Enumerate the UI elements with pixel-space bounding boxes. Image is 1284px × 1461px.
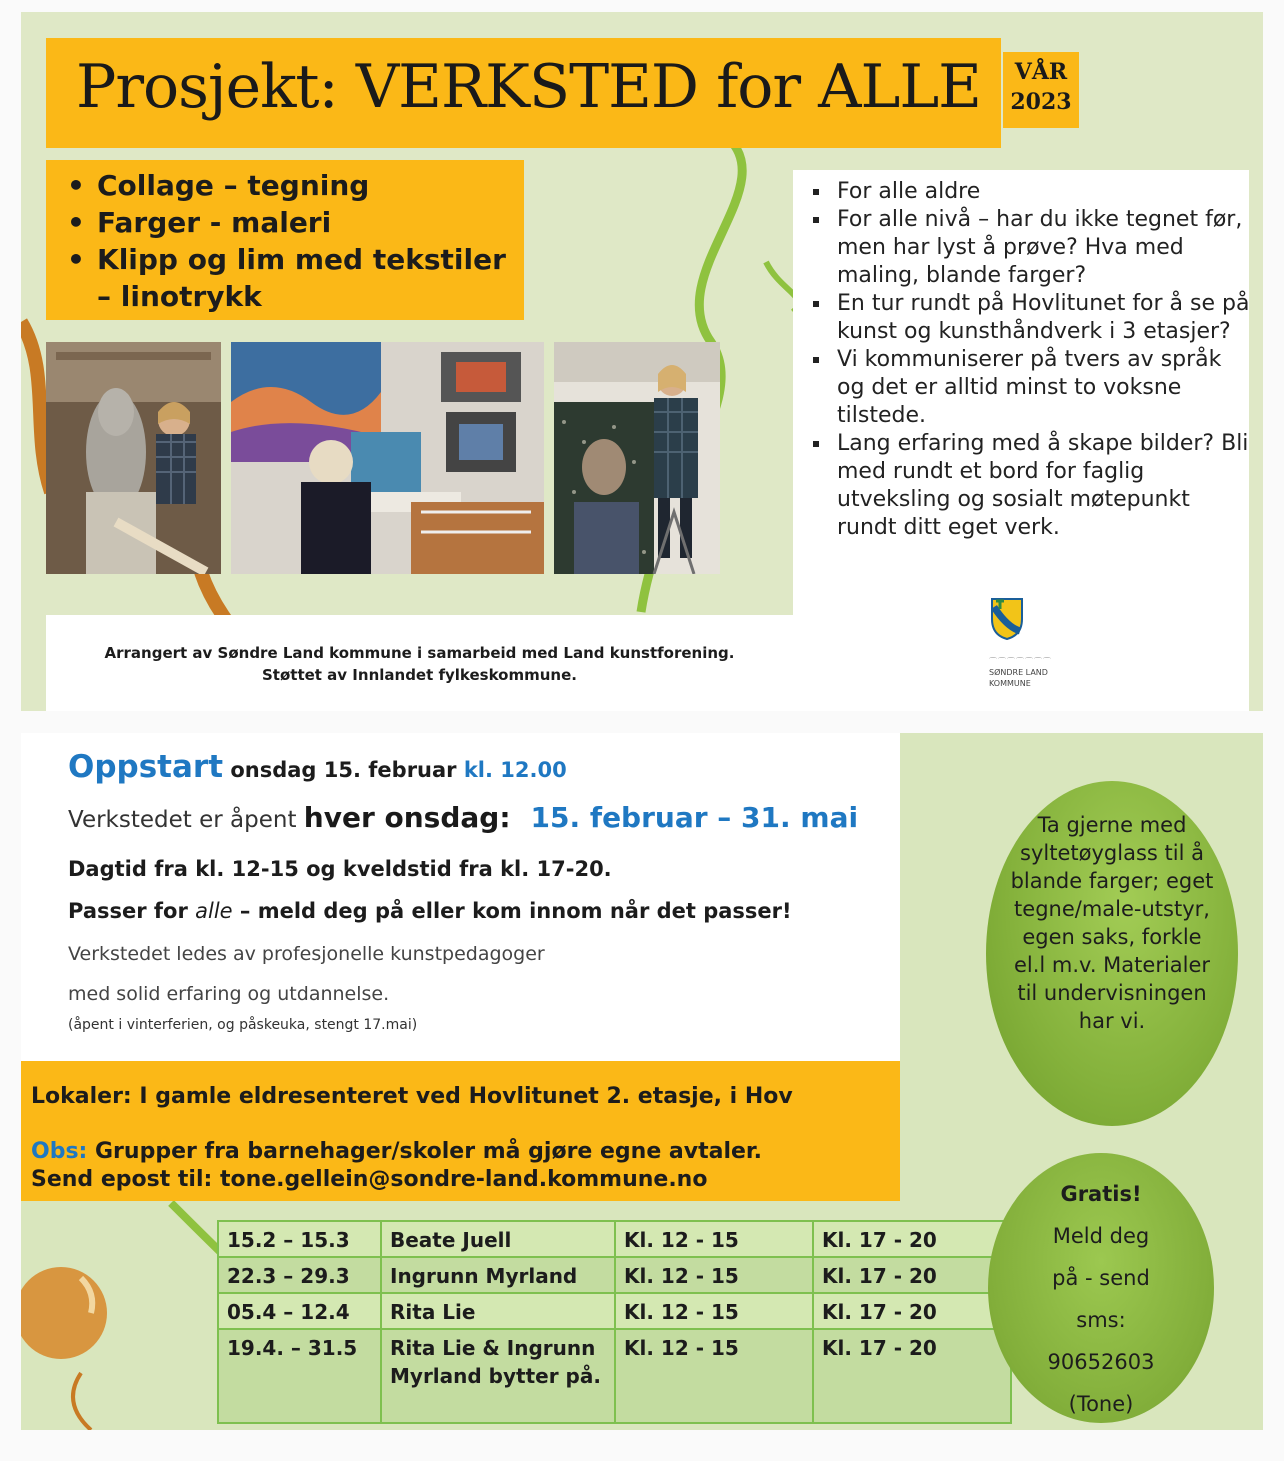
start-label: Oppstart (68, 749, 224, 785)
photo-portrait (554, 342, 720, 574)
info-item: Vi kommuniserer på tvers av språk og det er alltid minst to voksne tilstede. (811, 346, 1251, 430)
poster-slide (21, 12, 1263, 711)
start-day: onsdag 15. februar (223, 758, 464, 782)
photo-sculpture (46, 342, 221, 574)
page-title: Prosjekt: VERKSTED for ALLE (76, 52, 981, 122)
open-every: hver onsdag: (303, 801, 511, 834)
evening-time-cell: Kl. 17 - 20 (813, 1329, 1011, 1423)
hours-line: Dagtid fra kl. 12-15 og kveldstid fra kl. 17-20. (68, 857, 612, 881)
info-item: En tur rundt på Hovlitunet for å se på kunst og kunsthåndverk i 3 etasjer? (811, 290, 1251, 346)
day-time-cell: Kl. 12 - 15 (615, 1221, 813, 1257)
details-slide (21, 733, 1263, 1430)
suits-line (68, 899, 792, 923)
obs-text: Grupper fra barnehager/skoler må gjøre egne avtaler. (87, 1139, 762, 1164)
obs-line (31, 1139, 762, 1164)
teacher-cell: Rita Lie (381, 1293, 615, 1329)
organizer-credit (46, 642, 793, 686)
topic-item: • Klipp og lim med tekstiler – linotrykk (61, 241, 521, 315)
info-item: Lang erfaring med å skape bilder? Bli med rundt et bord for faglig utveksling og sosialt møtepunkt rundt ditt eget verk. (811, 430, 1251, 542)
signup-text (988, 1173, 1214, 1425)
organizer-line: Arrangert av Søndre Land kommune i samarbeid med Land kunstforening. (104, 644, 735, 662)
topic-item: • Farger - maleri (61, 204, 521, 241)
open-range: 15. februar – 31. mai (530, 801, 859, 834)
suits-emphasis: alle (195, 899, 233, 923)
suits-suffix: – meld deg på eller kom innom når det passer! (232, 899, 792, 923)
teacher-cell: Beate Juell (381, 1221, 615, 1257)
schedule-table (217, 1220, 1012, 1424)
signup-line: sms: (1076, 1308, 1126, 1332)
signup-line: på - send (1052, 1266, 1150, 1290)
evening-time-cell: Kl. 17 - 20 (813, 1221, 1011, 1257)
experience-line: med solid erfaring og utdannelse. (68, 983, 390, 1005)
evening-time-cell: Kl. 17 - 20 (813, 1293, 1011, 1329)
phone-number: 90652603 (1047, 1350, 1155, 1374)
suits-prefix: Passer for (68, 899, 196, 923)
topic-item: • Collage – tegning (61, 167, 521, 204)
date-cell: 22.3 – 29.3 (218, 1257, 381, 1293)
date-cell: 19.4. – 31.5 (218, 1329, 381, 1423)
sponsor-line: Støttet av Innlandet fylkeskommune. (262, 666, 577, 684)
info-item: For alle nivå – har du ikke tegnet før, men har lyst å prøve? Hva med maling, blande farger? (811, 206, 1251, 290)
teacher-cell: Rita Lie & Ingrunn Myrland bytter på. (381, 1329, 615, 1423)
season-year: 2023 (1010, 89, 1072, 115)
date-cell: 15.2 – 15.3 (218, 1221, 381, 1257)
info-item: For alle aldre (811, 178, 1251, 206)
table-row (218, 1221, 1011, 1257)
contact-name: (Tone) (1068, 1392, 1134, 1416)
start-time: kl. 12.00 (463, 758, 567, 782)
day-time-cell: Kl. 12 - 15 (615, 1293, 813, 1329)
info-list (811, 178, 1251, 542)
photo-painting (231, 342, 544, 574)
teacher-cell: Ingrunn Myrland (381, 1257, 615, 1293)
signup-line: Meld deg (1052, 1224, 1150, 1248)
open-note: (åpent i vinterferien, og påskeuka, stengt 17.mai) (68, 1017, 418, 1033)
table-row (218, 1293, 1011, 1329)
season-name: VÅR (1014, 59, 1068, 85)
open-line (68, 801, 858, 834)
free-label: Gratis! (1060, 1182, 1142, 1206)
season-label (1003, 57, 1079, 117)
email-line: Send epost til: tone.gellein@sondre-land.kommune.no (31, 1167, 708, 1192)
day-time-cell: Kl. 12 - 15 (615, 1257, 813, 1293)
logo-line: SØNDRE LAND (989, 668, 1048, 677)
evening-time-cell: Kl. 17 - 20 (813, 1257, 1011, 1293)
open-prefix: Verkstedet er åpent (68, 807, 304, 833)
start-line (68, 749, 567, 785)
topics-list (61, 167, 521, 315)
led-by-line: Verkstedet ledes av profesjonelle kunstpedagoger (68, 943, 545, 965)
municipality-shield-icon (990, 597, 1024, 641)
logo-line: KOMMUNE (989, 679, 1031, 688)
municipality-logo-text: ⌒⌒⌒⌒⌒⌒⌒ SØNDRE LAND KOMMUNE (989, 657, 1052, 688)
table-row (218, 1257, 1011, 1293)
bring-items-text: Ta gjerne med syltetøyglass til å blande farger; eget tegne/male-utstyr, egen saks, forkle el.l m.v. Materialer til undervisningen har vi. (1010, 813, 1214, 1033)
location-line: Lokaler: I gamle eldresenteret ved Hovlitunet 2. etasje, i Hov (31, 1084, 793, 1109)
table-row (218, 1329, 1011, 1423)
obs-label: Obs: (31, 1139, 88, 1164)
date-cell: 05.4 – 12.4 (218, 1293, 381, 1329)
day-time-cell: Kl. 12 - 15 (615, 1329, 813, 1423)
